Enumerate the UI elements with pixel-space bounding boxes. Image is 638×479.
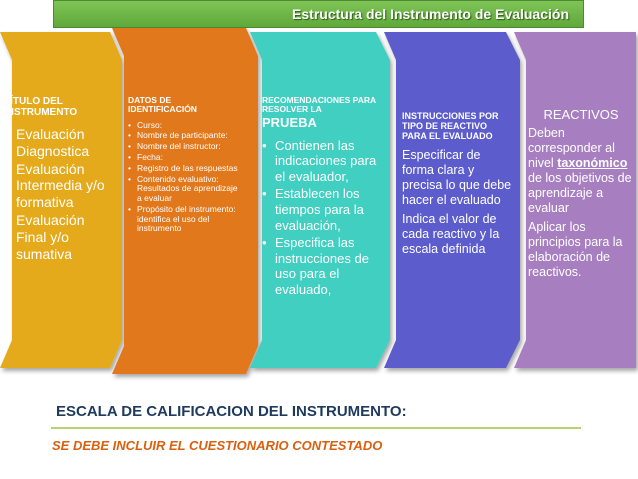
list-item: • Registro de las respuestas [128,164,242,174]
column-instrucciones [402,112,512,261]
paragraph-text: Deben corresponder al nivel [528,126,615,171]
list-item: • Contienen las indicaciones para el evaluador, [262,138,384,185]
column-header: REACTIVOS [543,107,619,122]
paragraph: Aplicar los principios para la elaboración de reactivos. [528,220,623,280]
note-text: SE DEBE INCLUIR EL CUESTIONARIO CONTESTADO [52,438,383,453]
list-item: • Evaluación Final y/o sumativa [4,212,118,262]
column-header: INSTRUCCIONES POR TIPO DE REACTIVO PARA EL EVALUADO [402,111,499,141]
paragraph-text: de los objetivos de aprendizaje a evaluar [528,171,632,216]
list-item: • Contenido evaluativo: Resultados de aprendizaje a evaluar [128,175,242,204]
list-item: • Especifica las instrucciones de uso para el evaluado, [262,235,384,297]
list-item: • Fecha: [128,153,242,163]
list-item: • Curso: [128,121,242,131]
emphasis-text: taxonómico [557,156,628,171]
column-datos [128,96,242,235]
column-reactivos [528,108,634,284]
list-item: • Evaluación Diagnostica [4,126,118,160]
column-header: TÍTULO DEL INSTRUMENTO [4,96,78,118]
column-recomendaciones [262,96,384,300]
list-item: • Evaluación Intermedia y/o formativa [4,161,118,211]
list-item: • Nombre del instructor: [128,142,242,152]
column-header-emphasis: PRUEBA [262,114,317,130]
paragraph [528,126,634,216]
paragraph: Especificar de forma clara y precisa lo que debe hacer el evaluado [402,147,512,207]
column-titulo [4,96,118,263]
divider [51,427,581,429]
page-title: Estructura del Instrumento de Evaluación [292,6,569,22]
list-item: • Establecen los tiempos para la evaluación, [262,186,384,233]
scale-title: ESCALA DE CALIFICACION DEL INSTRUMENTO: [56,403,407,420]
list-item: • Propósito del instrumento: identifica el uso del instrumento [128,205,242,234]
list-item: • Nombre de participante: [128,131,242,141]
paragraph: Indica el valor de cada reactivo y la escala definida [402,211,500,256]
column-header: DATOS DE IDENTIFICACIÓN [128,95,197,115]
column-header: RECOMENDACIONES PARA RESOLVER LA [262,95,376,115]
